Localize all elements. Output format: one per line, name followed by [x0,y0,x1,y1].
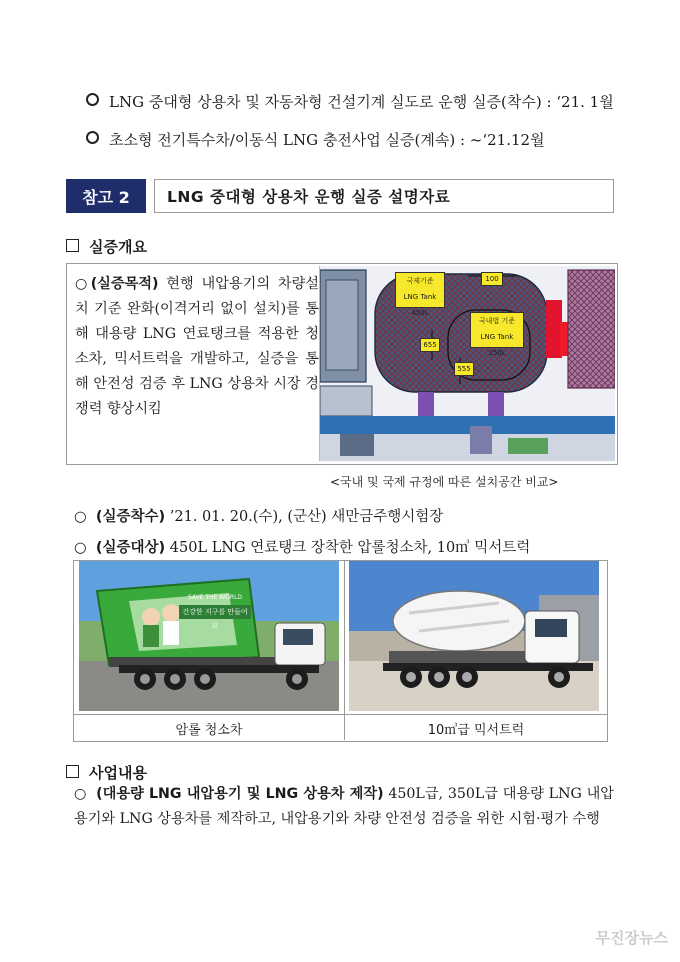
intl-standard-label: 국제기준 LNG Tank 450L [395,272,445,308]
armroll-truck-photo [79,561,339,711]
schedule-item-2: 초소형 전기특수차/이동식 LNG 충전사업 실증(계속) : ~‘21.12월 [86,129,545,150]
section-heading-overview: 실증개요 [66,236,147,257]
watermark-logo: 무진장뉴스 [595,929,668,947]
target-item: ○ (실증대상) 450L LNG 연료탱크 장착한 압롤청소차, 10㎥ 믹서트럭 [74,540,531,556]
reference-tag: 참고 2 [66,179,146,213]
reference-title: LNG 중대형 상용차 운행 실증 설명자료 [154,179,614,213]
mixer-truck-caption: 10㎥급 믹서트럭 [345,714,607,741]
armroll-truck-caption: 암롤 청소차 [74,714,344,741]
purpose-box [66,263,618,465]
start-date-item: ○ (실증착수) ’21. 01. 20.(수), (군산) 새만금주행시험장 [74,509,444,525]
square-bullet-icon [66,239,79,252]
domestic-standard-label: 국내법 기준 LNG Tank 250L [470,312,524,348]
vehicle-photo-table [73,560,608,742]
truck-banner: 건강한 지구를 만들어요 [179,605,251,619]
truck-banner-small: SAVE THE WORLD [187,594,243,601]
business-paragraph: ○ (대용량 LNG 내압용기 및 LNG 상용차 제작) 450L급, 350L급 대용량 LNG 내압용기와 LNG 상용차를 제작하고, 내압용기와 차량 안전성 검증을 위한 시험·평가 수행 [74,786,614,827]
tank-installation-diagram [319,266,615,461]
dimension-555-label: 555 [454,362,474,376]
circle-bullet-icon [86,93,99,106]
mixer-truck-photo [349,561,599,711]
purpose-paragraph: ○(실증목적) 현행 내압용기의 차량설치 기준 완화(이격거리 없이 설치)를 통해 대용량 LNG 연료탱크를 적용한 청소차, 믹서트럭을 개발하고, 실증을 통해 안전성 검증 후 LNG 상용차 시장 경쟁력 향상시킴 [75,276,319,417]
circle-bullet-icon [86,131,99,144]
square-bullet-icon [66,765,79,778]
schedule-item-1: LNG 중대형 상용차 및 자동차형 건설기계 실도로 운행 실증(착수) : ‘21. 1월 [86,91,614,112]
reference-header [66,179,614,213]
dimension-655-label: 655 [420,338,440,352]
section-heading-business: 사업내용 [66,762,147,783]
diagram-caption: <국내 및 국제 규정에 따른 설치공간 비교> [330,475,559,489]
dimension-100-label: 100 [481,272,503,286]
